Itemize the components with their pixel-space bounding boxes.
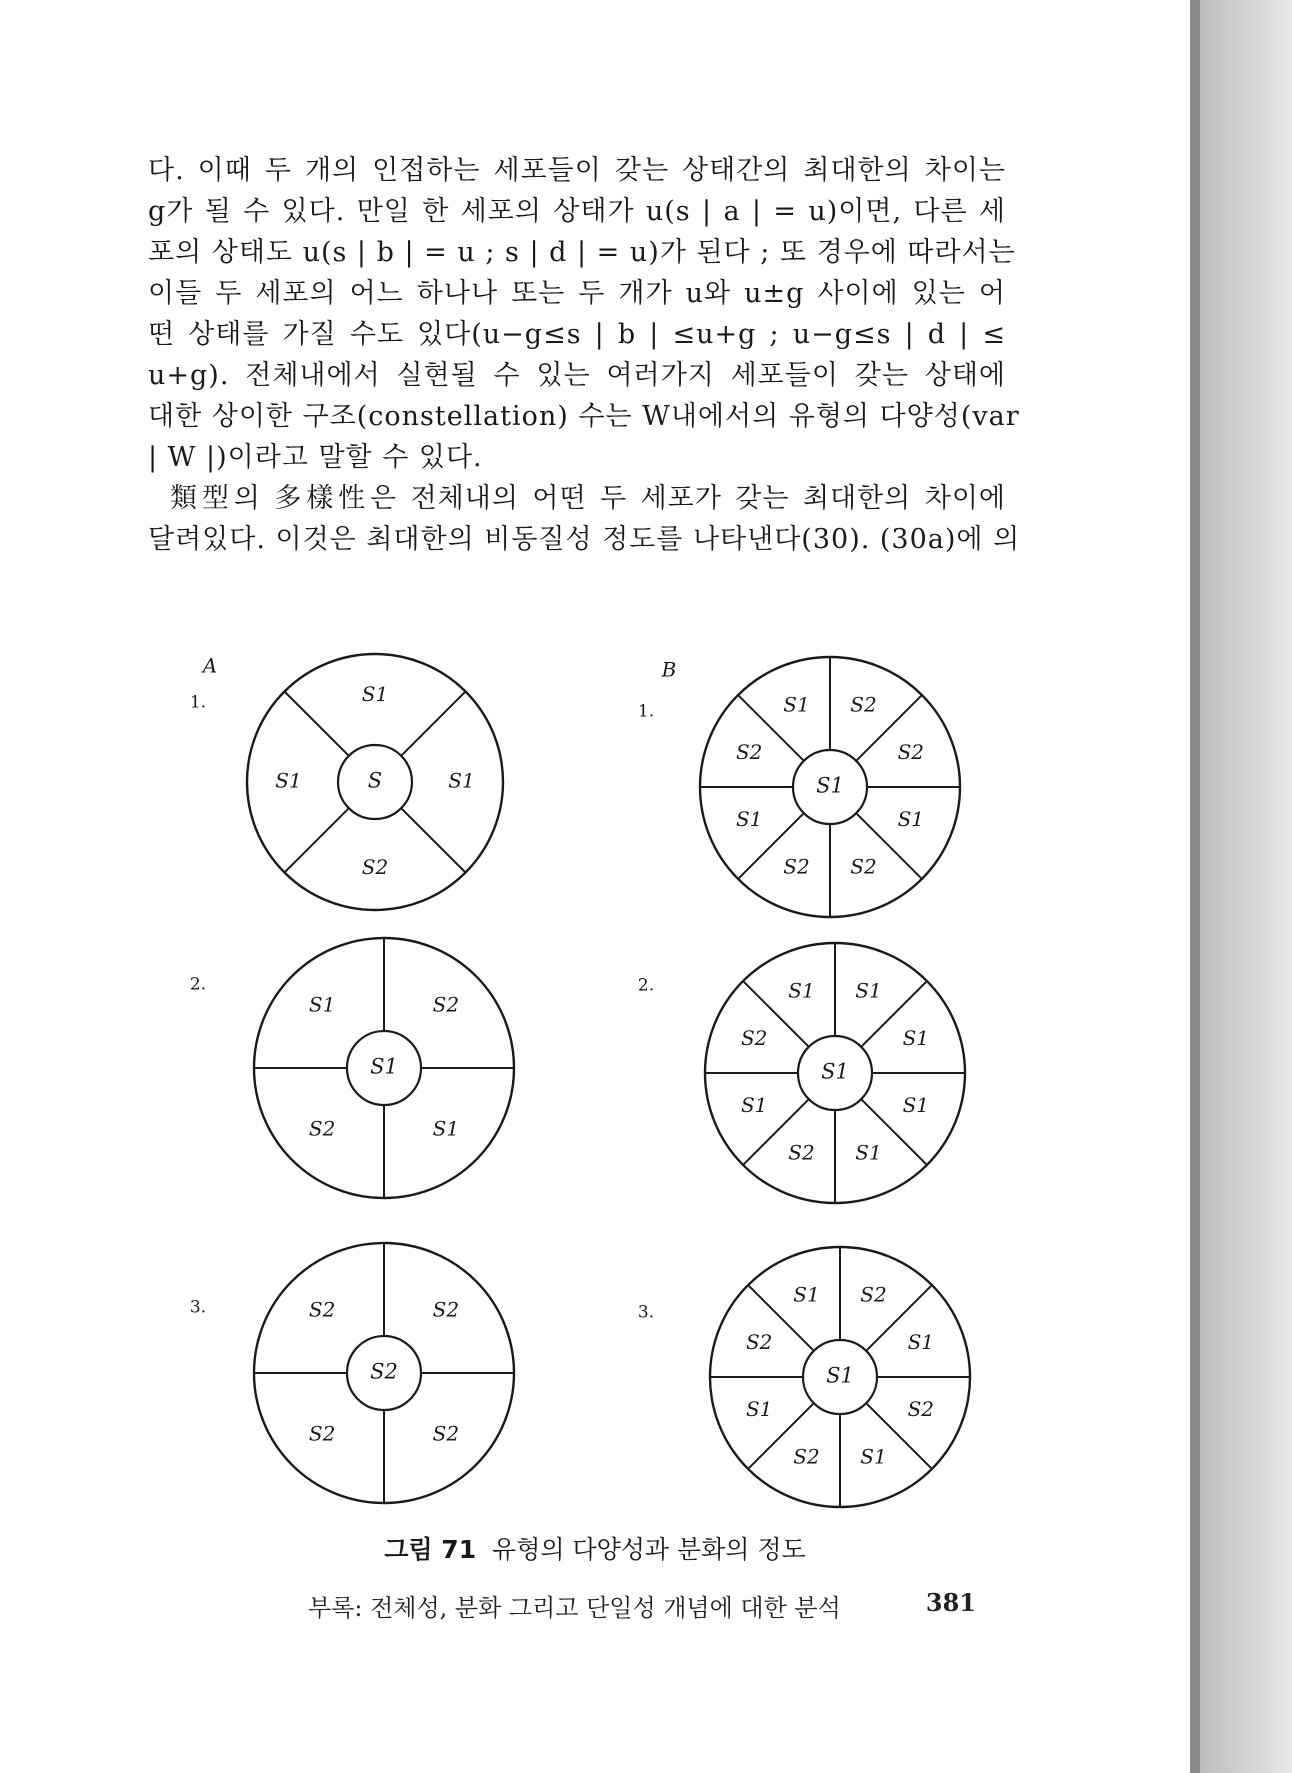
column-label-a: A (202, 653, 218, 678)
sector-label: S1 (783, 692, 810, 717)
sector-label: S1 (897, 806, 925, 831)
caption-number: 그림 71 (384, 1535, 477, 1564)
text-line: 떤 상태를 가질 수도 있다(u−g≤s | b | ≤u+g ; u−g≤s | d | ≤ (148, 319, 1006, 350)
text-line: 대한 상이한 구조(constellation) 수는 W내에서의 유형의 다양성(var (148, 401, 1020, 432)
sector-label: S1 (907, 1330, 935, 1355)
text-line: 類型의 多樣性은 전체내의 어떤 두 세포가 갖는 최대한의 차이에 (170, 483, 1006, 514)
caption-text: 유형의 다양성과 분화의 정도 (492, 1535, 806, 1564)
sector-label: S1 (902, 1092, 930, 1117)
sector-label: S1 (902, 1026, 930, 1051)
sector-label: S1 (740, 1092, 768, 1117)
text-line: 달려있다. 이것은 최대한의 비동질성 정도를 나타낸다(30). (30a)에 의 (148, 524, 1021, 555)
row-label-a: 2. (189, 974, 207, 995)
text-line: u+g). 전체내에서 실현될 수 있는 여러가지 세포들이 갖는 상태에 (148, 360, 1006, 391)
running-head: 부록: 전체성, 분화 그리고 단일성 개념에 대한 분석 (308, 1594, 841, 1622)
sector-label: S1 (735, 806, 763, 831)
sector-label: S1 (432, 1116, 460, 1141)
sector-label: S1 (855, 978, 882, 1003)
sector-label: S2 (907, 1396, 935, 1421)
sector-label: S2 (432, 1297, 460, 1322)
sector-label: S2 (783, 854, 810, 879)
sector-label: S1 (788, 978, 815, 1003)
sector-label: S1 (860, 1444, 887, 1469)
sector-label: S2 (850, 854, 877, 879)
column-label-b: B (661, 657, 677, 682)
sector-label: S1 (308, 992, 336, 1017)
sector-label: S2 (308, 1116, 336, 1141)
text-line: | W |)이라고 말할 수 있다. (148, 442, 483, 473)
sector-label: S1 (745, 1396, 773, 1421)
sector-label: S2 (850, 692, 877, 717)
sector-label: S1 (448, 768, 475, 793)
row-label-b: 2. (637, 975, 655, 996)
sector-label: S2 (432, 992, 460, 1017)
sector-label: S1 (793, 1282, 820, 1307)
sector-label: S1 (361, 682, 389, 706)
row-label-a: 3. (189, 1297, 207, 1318)
sector-label: S2 (793, 1444, 820, 1469)
center-label: S1 (821, 1059, 849, 1084)
sector-label: S2 (788, 1140, 815, 1165)
sector-label: S1 (275, 768, 302, 793)
sector-label: S2 (361, 855, 389, 879)
sector-label: S2 (432, 1421, 460, 1446)
sector-label: S2 (308, 1421, 336, 1446)
text-line: 다. 이때 두 개의 인접하는 세포들이 갖는 상태간의 최대한의 차이는 (148, 155, 1006, 186)
center-label: S1 (370, 1054, 398, 1079)
row-label-b: 1. (637, 701, 655, 722)
sector-divider (284, 808, 348, 872)
sector-label: S1 (855, 1140, 882, 1165)
center-label: S (367, 768, 383, 793)
figure-caption (0, 1530, 1190, 1566)
sector-label: S2 (860, 1282, 887, 1307)
text-line: 포의 상태도 u(s | b | = u ; s | d | = u)가 된다 ; 또 경우에 따라서는 (148, 237, 1016, 268)
center-label: S2 (370, 1359, 398, 1384)
sector-divider (401, 808, 465, 872)
sector-label: S2 (745, 1330, 773, 1355)
sector-label: S2 (308, 1297, 336, 1322)
sector-divider (401, 691, 465, 755)
center-label: S1 (816, 773, 844, 798)
sector-label: S2 (897, 740, 925, 765)
center-label: S1 (826, 1363, 854, 1388)
row-label-a: 1. (189, 692, 207, 713)
page-footer (308, 1588, 976, 1623)
row-label-b: 3. (637, 1302, 655, 1323)
page-number: 381 (925, 1588, 976, 1617)
text-line: g가 될 수 있다. 만일 한 세포의 상태가 u(s | a | = u)이면, 다른 세 (148, 196, 1006, 227)
text-line: 이들 두 세포의 어느 하나나 또는 두 개가 u와 u±g 사이에 있는 어 (148, 278, 1006, 309)
sector-label: S2 (740, 1026, 768, 1051)
sector-label: S2 (735, 740, 763, 765)
sector-divider (284, 691, 348, 755)
page-edge (1200, 0, 1292, 1773)
